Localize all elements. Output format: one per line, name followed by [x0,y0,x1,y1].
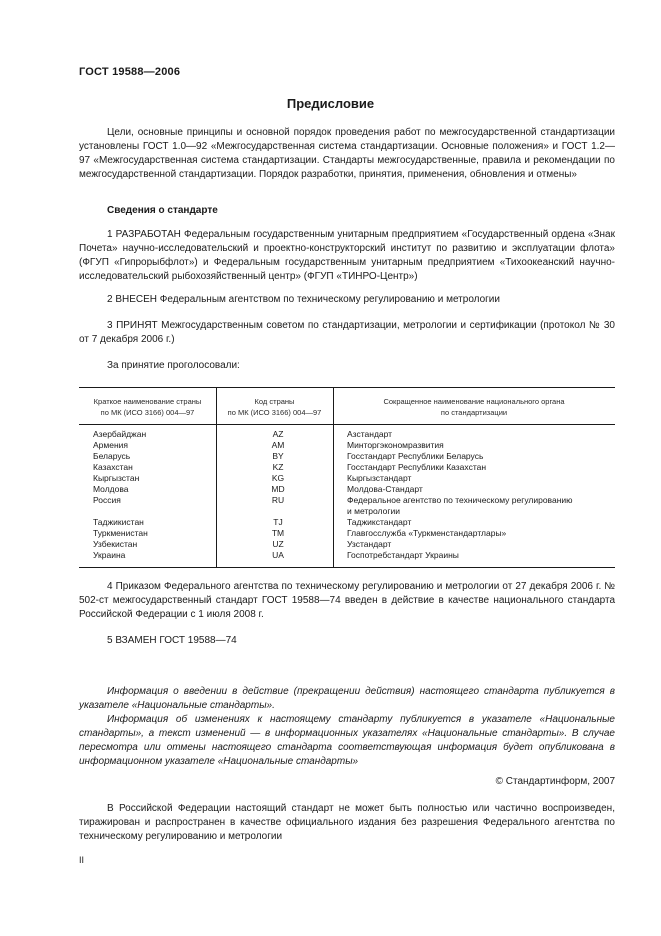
page-number: II [79,855,85,865]
voted-label: За принятие проголосовали: [107,360,240,371]
standards-body: Госстандарт Республики Беларусь [347,451,484,461]
country-code: UA [272,550,284,560]
standards-body: Азстандарт [347,429,393,439]
intro-paragraph: Цели, основные принципы и основной порядок проведения работ по межгосударственной стандартизации установлены ГОСТ 1.0—92 «Межгосударственная система стандартизации. Основные положения» и ГОСТ 1.2—97 «Межгосударственная система стандартизации. Стандарты межгосударственные, правила и рекомендации по межгосударственной стандартизации. Порядок разработки, принятия, применения, обновления и отмены» [79,127,615,180]
country-name: Кыргызстан [93,473,140,483]
column-header-body [333,396,615,418]
table-row [79,473,615,484]
standards-body: Госпотребстандарт Украины [347,550,459,560]
country-name: Казахстан [93,462,133,472]
column-header-line: по стандартизации [440,408,508,417]
table-row [79,550,615,561]
item-4-paragraph: 4 Приказом Федерального агентства по техническому регулированию и метрологии от 27 декабря 2006 г. № 502-ст межгосударственный стандарт ГОСТ 19588—74 введен в действие в качестве национального стандарта Российской Федерации с 1 июля 2008 г. [79,581,615,620]
item-3-paragraph: 3 ПРИНЯТ Межгосударственным советом по стандартизации, метрологии и сертификации (протокол № 30 от 7 декабря 2006 г.) [79,320,615,345]
standards-body-line: Федеральное агентство по техническому регулированию [347,495,573,505]
country-code: TM [271,528,285,538]
country-code: TJ [273,517,283,527]
standards-body: Таджикстандарт [347,517,412,527]
column-header-country [79,396,216,418]
table-row [79,462,615,473]
country-name: Беларусь [93,451,131,461]
standards-body [347,495,613,517]
column-header-line: Сокращенное наименование национального органа [383,397,565,406]
standards-body: Главгосслужба «Туркменстандартлары» [347,528,507,538]
table-row [79,484,615,495]
table-row [79,517,615,528]
country-code: UZ [272,539,284,549]
country-name: Таджикистан [93,517,144,527]
item-2-paragraph: 2 ВНЕСЕН Федеральным агентством по техническому регулированию и метрологии [107,294,500,305]
standards-body: Минторгэкономразвития [347,440,444,450]
column-header-line: Краткое наименование страны [93,397,202,406]
table-row [79,429,615,440]
info-paragraph-1: Информация о введении в действие (прекращении действия) настоящего стандарта публикуется в указателе «Национальные стандарты». [79,686,615,711]
country-name: Украина [93,550,126,560]
country-code: AM [271,440,285,450]
table-row [79,528,615,539]
column-header-line: Код страны [254,397,295,406]
standards-body: Кыргызстандарт [347,473,412,483]
country-code: BY [272,451,284,461]
country-code: AZ [272,429,284,439]
info-paragraph-2: Информация об изменениях к настоящему стандарту публикуется в указателе «Национальные стандарты», а текст изменений — в информационных указателях «Национальные стандарты». В случае пересмотра или отмены настоящего стандарта соответствующая информация будет опубликована в информационном указателе «Национальные стандарты» [79,714,615,767]
page-title: Предисловие [286,96,375,111]
country-name: Россия [93,495,121,505]
section-title: Сведения о стандарте [107,205,218,216]
item-1-paragraph: 1 РАЗРАБОТАН Федеральным государственным унитарным предприятием «Государственный ордена «Знак Почета» научно-исследовательский и проектно-конструкторский институт по развитию и эксплуатации флота» (ФГУП «Гипрорыбфлот») и Федеральным государственным унитарным предприятием «Тихоокеанский научно-исследовательский рыбохозяйственный центр» (ФГУП «ТИНРО-Центр») [79,229,615,282]
voting-table [79,387,615,568]
standards-body: Узстандарт [347,539,392,549]
table-row [79,440,615,451]
table-row [79,451,615,462]
country-name: Туркменистан [93,528,148,538]
country-code: RU [271,495,285,505]
document-code: ГОСТ 19588—2006 [79,66,181,78]
country-name: Армения [93,440,129,450]
standards-body: Госстандарт Республики Казахстан [347,462,487,472]
copyright-notice: © Стандартинформ, 2007 [495,776,615,787]
item-5-paragraph: 5 ВЗАМЕН ГОСТ 19588—74 [107,635,237,646]
country-name: Узбекистан [93,539,138,549]
table-body [79,429,615,561]
country-code: MD [271,484,285,494]
table-row [79,495,615,517]
table-row [79,539,615,550]
country-name: Азербайджан [93,429,147,439]
country-name: Молдова [93,484,129,494]
country-code: KZ [272,462,284,472]
column-header-line: по МК (ИСО 3166) 004—97 [227,408,322,417]
country-code: KG [271,473,285,483]
column-header-line: по МК (ИСО 3166) 004—97 [100,408,195,417]
standards-body-line: и метрологии [347,506,400,516]
column-header-code [216,396,333,418]
reproduction-notice: В Российской Федерации настоящий стандарт не может быть полностью или частично воспроизведен, тиражирован и распространен в качестве официального издания без разрешения Федерального агентства по техническому регулированию и метрологии [79,803,615,842]
table-header-rule [79,424,615,425]
standards-body: Молдова-Стандарт [347,484,423,494]
